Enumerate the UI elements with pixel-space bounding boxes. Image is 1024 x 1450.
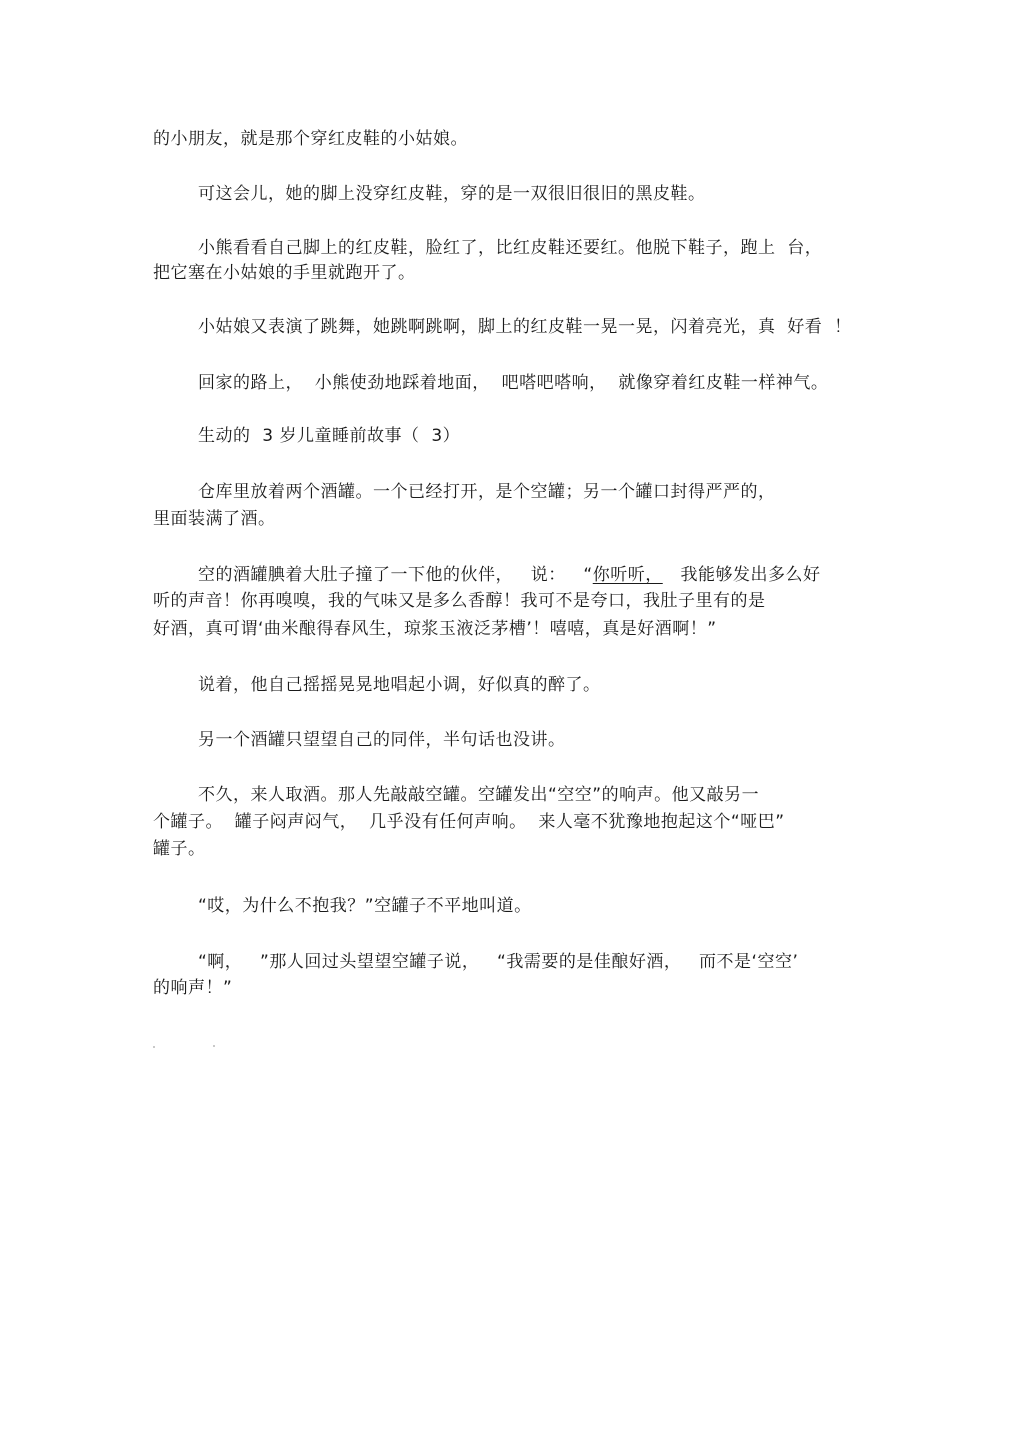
- text-line: 里面装满了酒。: [153, 509, 276, 529]
- text-line: 小熊看看自己脚上的红皮鞋，脸红了，比红皮鞋还要红。他脱下鞋子，跑上 台，: [198, 238, 823, 258]
- text-line: “啊， ”那人回过头望望空罐子说， “我需要的是佳酿好酒， 而不是‘空空’: [198, 952, 799, 972]
- text-line: 把它塞在小姑娘的手里就跑开了。: [153, 263, 416, 283]
- scan-specks: [153, 1044, 223, 1050]
- text-line: 的响声！”: [153, 978, 233, 998]
- section-heading: 生动的 3 岁儿童睡前故事（ 3）: [198, 426, 461, 446]
- text-line: 不久，来人取酒。那人先敲敲空罐。空罐发出“空空”的响声。他又敲另一: [198, 785, 760, 805]
- text-line: 说着，他自己摇摇晃晃地唱起小调，好似真的醉了。: [198, 675, 601, 695]
- text-line: 听的声音！你再嗅嗅，我的气味又是多么香醇！我可不是夸口，我肚子里有的是: [153, 591, 766, 611]
- text-line: 罐子。: [153, 839, 206, 859]
- scan-speck: [153, 1046, 155, 1048]
- text-line: 的小朋友，就是那个穿红皮鞋的小姑娘。: [153, 129, 468, 149]
- text-segment: 空的酒罐腆着大肚子撞了一下他的伙伴， 说： “: [198, 565, 593, 585]
- text-line: “哎，为什么不抱我？”空罐子不平地叫道。: [198, 896, 532, 916]
- text-line: 可这会儿，她的脚上没穿红皮鞋，穿的是一双很旧很旧的黑皮鞋。: [198, 184, 706, 204]
- text-line: 好酒，真可谓‘曲米酿得春风生，琼浆玉液泛茅槽’！嘻嘻，真是好酒啊！”: [153, 619, 717, 639]
- underlined-text: 你听听，: [592, 565, 663, 585]
- text-line: 个罐子。 罐子闷声闷气， 几乎没有任何声响。 来人毫不犹豫地抱起这个“哑巴”: [153, 812, 785, 832]
- text-line: 小姑娘又表演了跳舞，她跳啊跳啊，脚上的红皮鞋一晃一晃，闪着亮光，真 好看 ！: [198, 317, 852, 337]
- text-line: 仓库里放着两个酒罐。一个已经打开，是个空罐；另一个罐口封得严严的，: [198, 482, 776, 502]
- text-line: 回家的路上， 小熊使劲地踩着地面， 吧嗒吧嗒响， 就像穿着红皮鞋一样神气。: [198, 373, 829, 393]
- scan-speck: [213, 1045, 215, 1047]
- text-segment: 我能够发出多么好: [662, 565, 821, 585]
- text-line: [198, 563, 820, 587]
- text-line: 另一个酒罐只望望自己的同伴，半句话也没讲。: [198, 730, 566, 750]
